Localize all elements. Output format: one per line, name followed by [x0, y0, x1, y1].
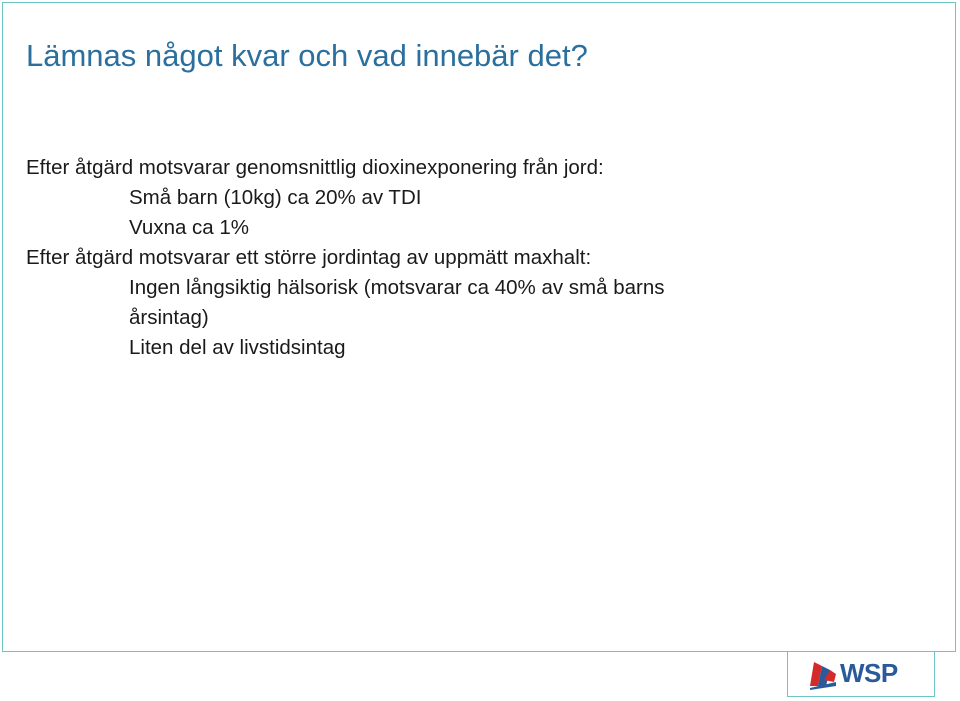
body-line-small-children: Små barn (10kg) ca 20% av TDI	[129, 186, 422, 209]
body-line-exposure-intro: Efter åtgärd motsvarar genomsnittlig dioxinexponering från jord:	[26, 156, 604, 179]
wsp-logo	[808, 655, 918, 691]
wsp-logo-icon	[808, 656, 838, 690]
body-line-annual-intake: årsintag)	[129, 306, 209, 329]
slide-title: Lämnas något kvar och vad innebär det?	[26, 38, 588, 73]
footer-notch-right-border	[934, 651, 935, 697]
body-line-adults: Vuxna ca 1%	[129, 216, 250, 239]
footer-notch-bottom-border	[787, 696, 935, 697]
body-line-lifetime-intake: Liten del av livstidsintag	[129, 336, 346, 359]
footer-border-right	[934, 651, 956, 652]
footer-notch-left-border	[787, 651, 788, 697]
wsp-logo-text: WSP	[840, 657, 898, 688]
body-line-max-intake-intro: Efter åtgärd motsvarar ett större jordintag av uppmätt maxhalt:	[26, 246, 592, 269]
slide-body	[26, 153, 665, 363]
body-line-no-long-term-risk: Ingen långsiktig hälsorisk (motsvarar ca 40% av små barns	[129, 276, 665, 299]
footer-border	[2, 651, 788, 652]
